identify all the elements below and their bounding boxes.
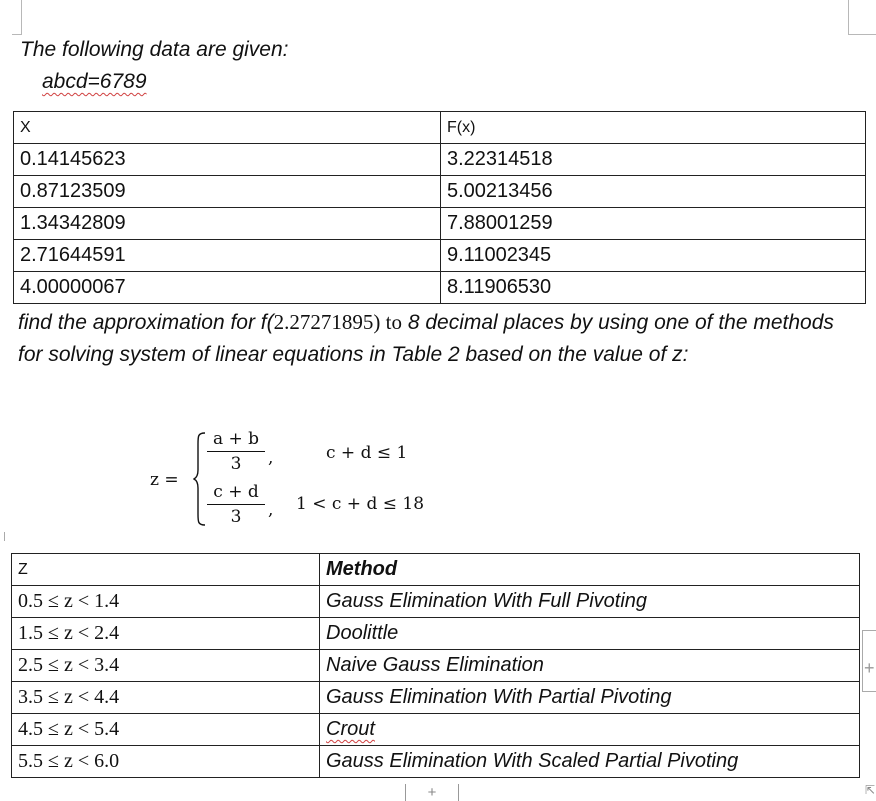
cell-x[interactable]: 0.87123509 xyxy=(14,176,441,208)
cell-fx[interactable]: 9.11002345 xyxy=(441,240,866,272)
add-column-icon[interactable]: + xyxy=(864,658,875,678)
add-row-button[interactable] xyxy=(405,784,459,801)
cell-method[interactable]: Doolittle xyxy=(320,618,860,650)
table-header-row xyxy=(12,554,860,586)
curly-brace-icon xyxy=(193,432,207,526)
cell-method[interactable]: Gauss Elimination With Full Pivoting xyxy=(320,586,860,618)
plus-icon: + xyxy=(427,784,437,801)
intro-text: The following data are given: xyxy=(20,38,289,61)
cell-z-range[interactable]: 4.5 ≤ z < 5.4 xyxy=(12,714,320,746)
cell-method[interactable]: Naive Gauss Elimination xyxy=(320,650,860,682)
task-part2: 8 decimal places by using one of the methods for solving system of linear equations in Table 2 based on the value of z: xyxy=(18,311,834,366)
cell-x[interactable]: 0.14145623 xyxy=(14,144,441,176)
method-table[interactable] xyxy=(11,553,860,778)
table-resize-icon[interactable]: ⇱ xyxy=(865,783,876,797)
data-table[interactable] xyxy=(13,111,866,304)
table-row xyxy=(12,618,860,650)
page-corner-mark-right xyxy=(848,0,876,35)
table-row xyxy=(14,144,866,176)
cell-z-range[interactable]: 0.5 ≤ z < 1.4 xyxy=(12,586,320,618)
table-row xyxy=(12,586,860,618)
cell-fx[interactable]: 3.22314518 xyxy=(441,144,866,176)
header-x[interactable]: X xyxy=(14,112,441,144)
cell-method[interactable]: Gauss Elimination With Partial Pivoting xyxy=(320,682,860,714)
table-row xyxy=(14,240,866,272)
cell-x[interactable]: 1.34342809 xyxy=(14,208,441,240)
header-method[interactable]: Method xyxy=(320,554,860,586)
case2-fraction xyxy=(207,482,265,527)
table-row xyxy=(12,682,860,714)
cell-method[interactable]: Gauss Elimination With Scaled Partial Pivoting xyxy=(320,746,860,778)
cell-z-range[interactable]: 1.5 ≤ z < 2.4 xyxy=(12,618,320,650)
equation-lhs: z = xyxy=(150,470,179,490)
table-row xyxy=(14,176,866,208)
cell-fx[interactable]: 8.11906530 xyxy=(441,272,866,304)
cell-method-text: Crout xyxy=(326,718,375,740)
table-row xyxy=(14,272,866,304)
page-corner-mark-left xyxy=(12,0,22,35)
cell-z-range[interactable]: 3.5 ≤ z < 4.4 xyxy=(12,682,320,714)
task-arg: 2.27271895) xyxy=(273,310,381,334)
task-part1: find the approximation for f( xyxy=(18,311,274,334)
margin-tick xyxy=(0,532,5,541)
cell-z-range[interactable]: 5.5 ≤ z < 6.0 xyxy=(12,746,320,778)
header-fx[interactable]: F(x) xyxy=(441,112,866,144)
case1-denominator: 3 xyxy=(230,454,242,474)
case2-numerator: c + d xyxy=(213,482,259,502)
case1-fraction xyxy=(207,429,265,474)
table-row xyxy=(12,746,860,778)
given-value xyxy=(42,70,147,94)
case1-condition: c + d ≤ 1 xyxy=(326,443,408,463)
cell-method[interactable] xyxy=(320,714,860,746)
table-row xyxy=(12,650,860,682)
header-z[interactable]: Z xyxy=(12,554,320,586)
task-to: to xyxy=(380,310,402,334)
cell-fx[interactable]: 7.88001259 xyxy=(441,208,866,240)
case1-comma: , xyxy=(268,448,274,468)
task-paragraph xyxy=(18,306,848,371)
cell-fx[interactable]: 5.00213456 xyxy=(441,176,866,208)
case1-numerator: a + b xyxy=(212,429,260,449)
table-row xyxy=(14,208,866,240)
table-row xyxy=(12,714,860,746)
cell-z-range[interactable]: 2.5 ≤ z < 3.4 xyxy=(12,650,320,682)
cell-x[interactable]: 4.00000067 xyxy=(14,272,441,304)
given-text: abcd=6789 xyxy=(42,70,147,93)
case2-comma: , xyxy=(268,500,274,520)
cell-x[interactable]: 2.71644591 xyxy=(14,240,441,272)
case2-denominator: 3 xyxy=(230,507,242,527)
table-header-row xyxy=(14,112,866,144)
case2-condition: 1 < c + d ≤ 18 xyxy=(296,494,425,514)
